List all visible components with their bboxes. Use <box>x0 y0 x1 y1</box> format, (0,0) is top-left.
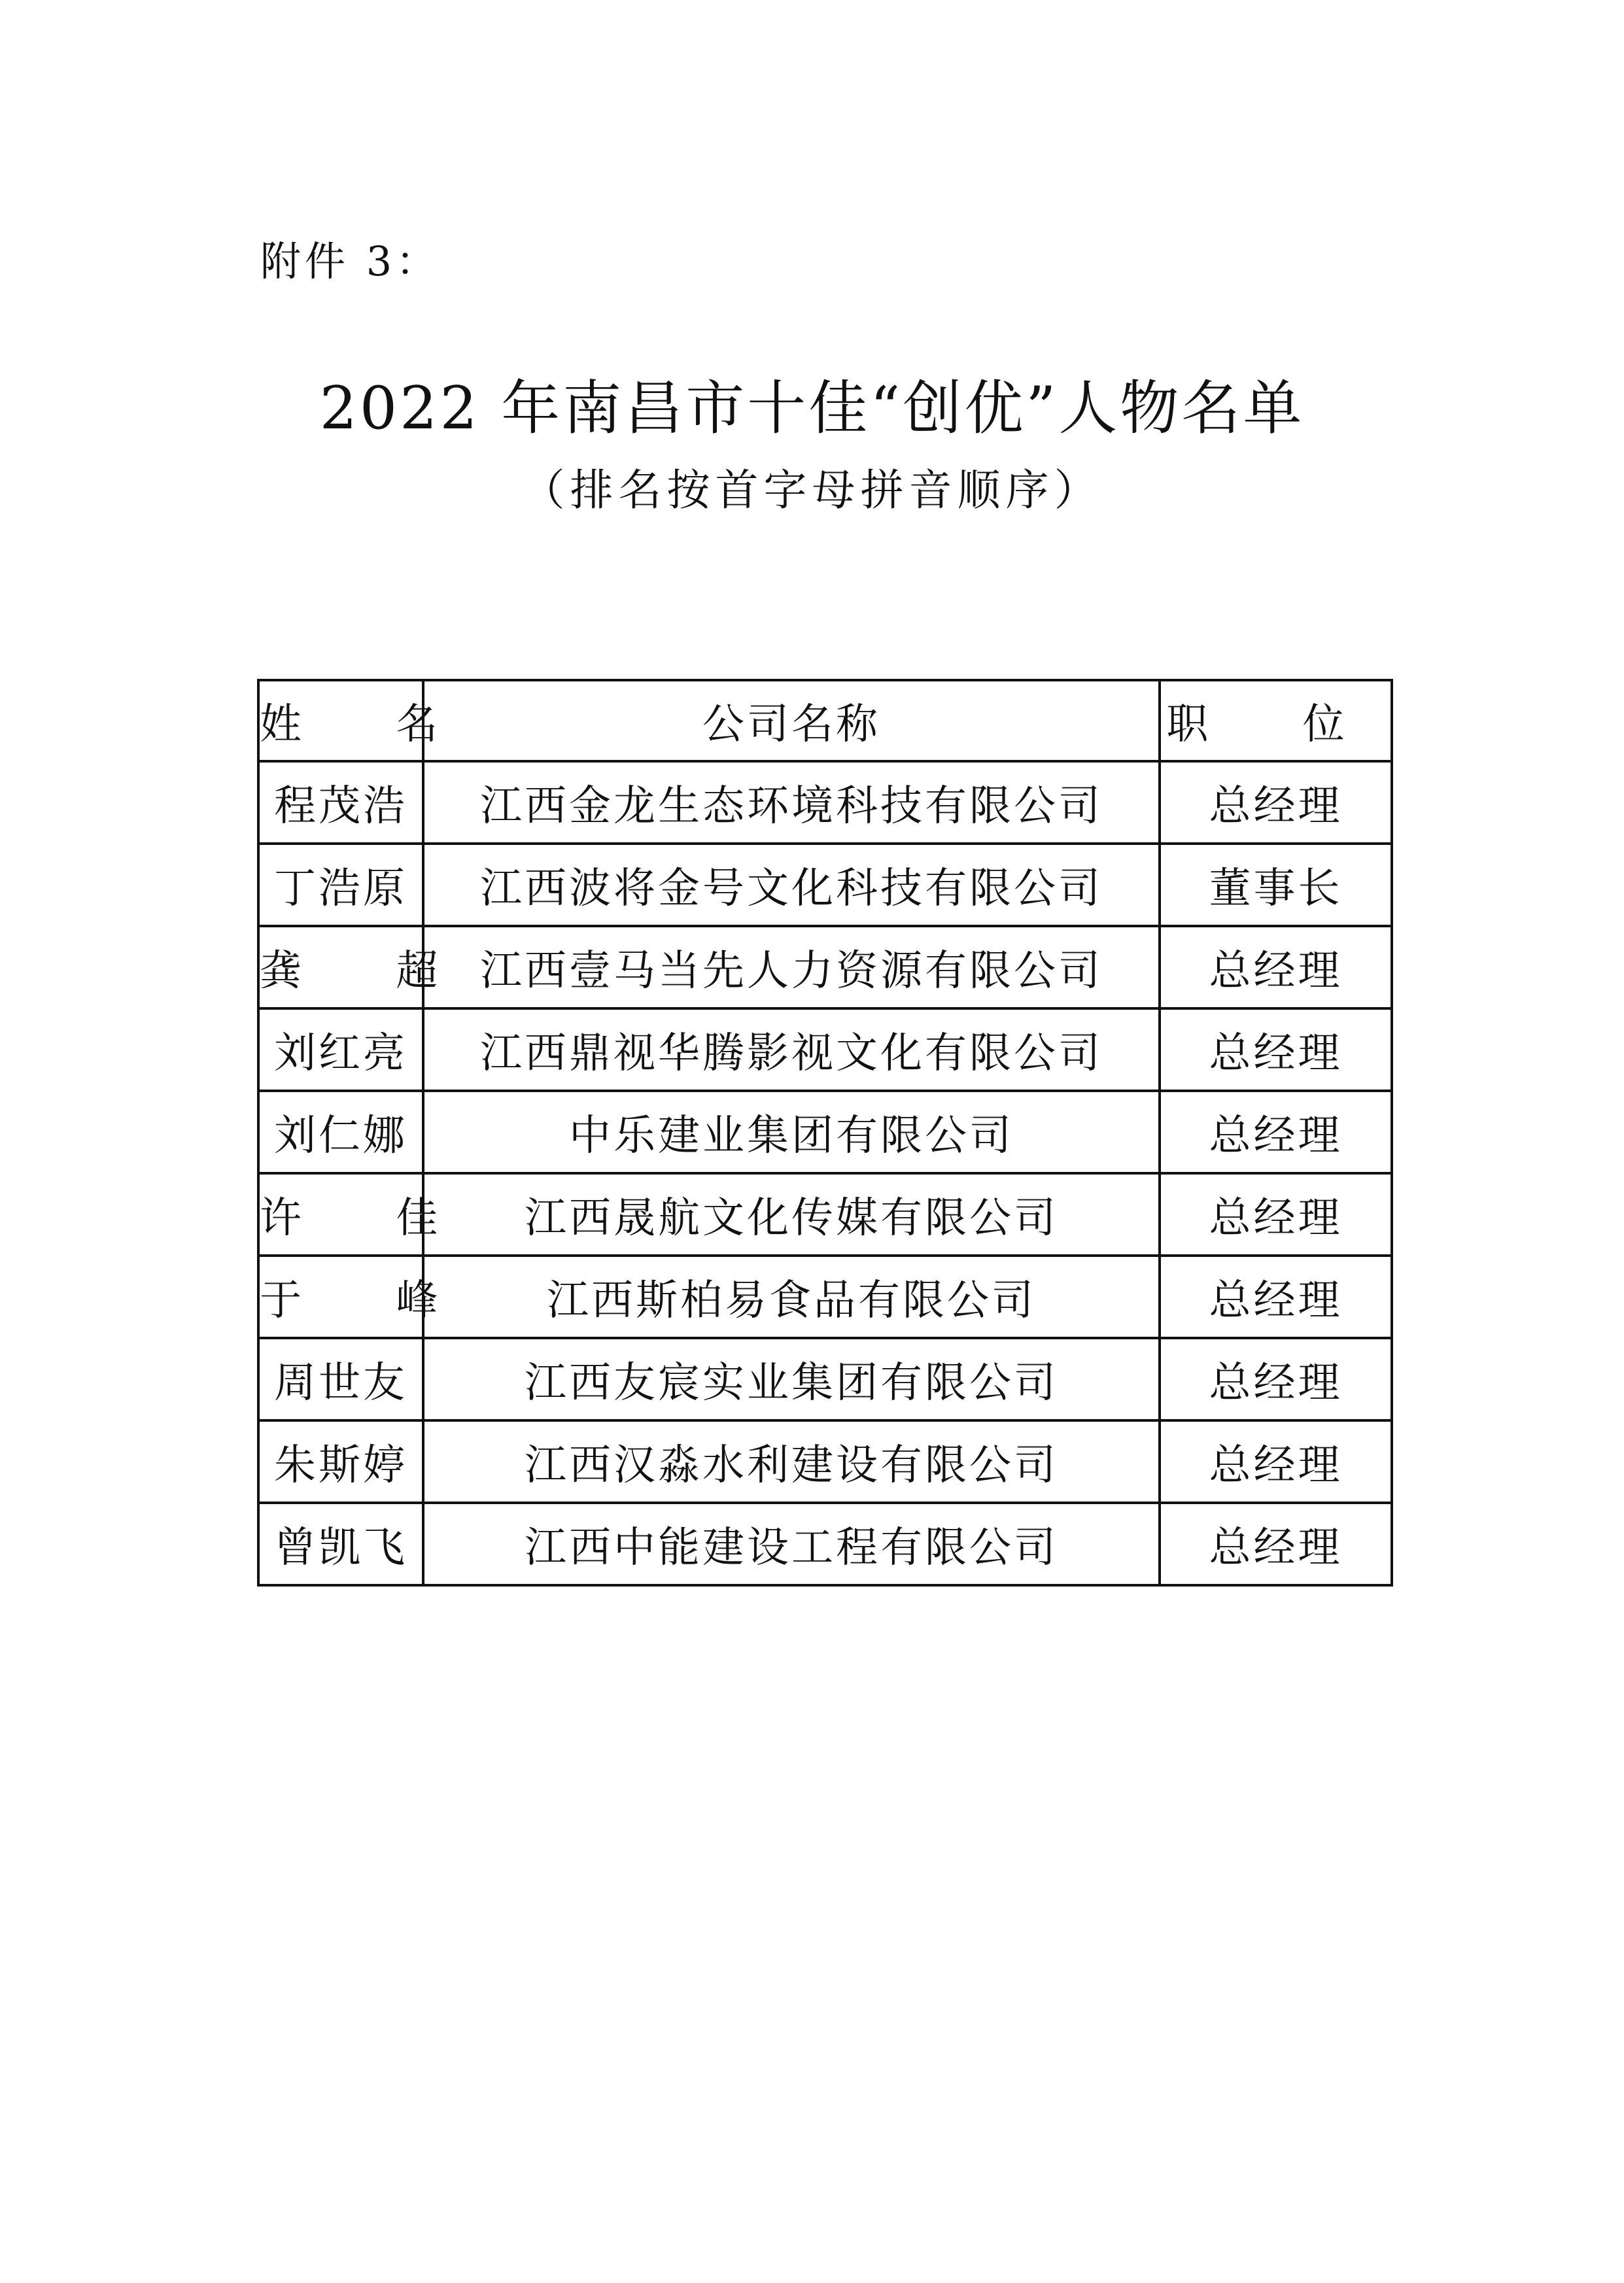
table-header-row <box>258 680 1392 761</box>
company-name: 江西鼎视华腾影视文化有限公司 <box>423 1008 1160 1091</box>
company-name: 江西友宸实业集团有限公司 <box>423 1338 1160 1420</box>
table-row <box>258 926 1392 1008</box>
company-name: 中乐建业集团有限公司 <box>423 1091 1160 1173</box>
company-name: 江西壹马当先人力资源有限公司 <box>423 926 1160 1008</box>
position-title: 总经理 <box>1160 1503 1392 1585</box>
page-subtitle: （排名按首字母拼音顺序） <box>521 465 1103 515</box>
position-title: 总经理 <box>1160 1420 1392 1503</box>
header-position: 职 位 <box>1160 680 1392 761</box>
table-row <box>258 1420 1392 1503</box>
position-title: 总经理 <box>1160 926 1392 1008</box>
company-name: 江西金龙生态环境科技有限公司 <box>423 761 1160 844</box>
person-name: 于 峰 <box>258 1256 423 1338</box>
table-row <box>258 1091 1392 1173</box>
position-title: 总经理 <box>1160 1091 1392 1173</box>
position-title: 总经理 <box>1160 1173 1392 1256</box>
table-row <box>258 1173 1392 1256</box>
table-row <box>258 844 1392 926</box>
roster-table <box>257 679 1393 1587</box>
table-row <box>258 1503 1392 1585</box>
company-name: 江西波将金号文化科技有限公司 <box>423 844 1160 926</box>
position-title: 董事长 <box>1160 844 1392 926</box>
person-name: 刘仁娜 <box>258 1091 423 1173</box>
person-name: 周世友 <box>258 1338 423 1420</box>
table-row <box>258 761 1392 844</box>
company-name: 江西晟航文化传媒有限公司 <box>423 1173 1160 1256</box>
position-title: 总经理 <box>1160 1256 1392 1338</box>
person-name: 龚 超 <box>258 926 423 1008</box>
company-name: 江西中能建设工程有限公司 <box>423 1503 1160 1585</box>
position-title: 总经理 <box>1160 761 1392 844</box>
position-title: 总经理 <box>1160 1008 1392 1091</box>
page-title: 2022 年南昌市十佳“创优”人物名单 <box>319 374 1305 443</box>
company-name: 江西斯柏易食品有限公司 <box>423 1256 1160 1338</box>
person-name: 许 佳 <box>258 1173 423 1256</box>
person-name: 丁浩原 <box>258 844 423 926</box>
header-name: 姓 名 <box>258 680 423 761</box>
attachment-label: 附件 3： <box>260 237 441 285</box>
table-row <box>258 1008 1392 1091</box>
table-row <box>258 1338 1392 1420</box>
person-name: 朱斯婷 <box>258 1420 423 1503</box>
person-name: 程茂浩 <box>258 761 423 844</box>
header-company: 公司名称 <box>423 680 1160 761</box>
position-title: 总经理 <box>1160 1338 1392 1420</box>
person-name: 刘红亮 <box>258 1008 423 1091</box>
person-name: 曾凯飞 <box>258 1503 423 1585</box>
table-row <box>258 1256 1392 1338</box>
company-name: 江西汉淼水利建设有限公司 <box>423 1420 1160 1503</box>
